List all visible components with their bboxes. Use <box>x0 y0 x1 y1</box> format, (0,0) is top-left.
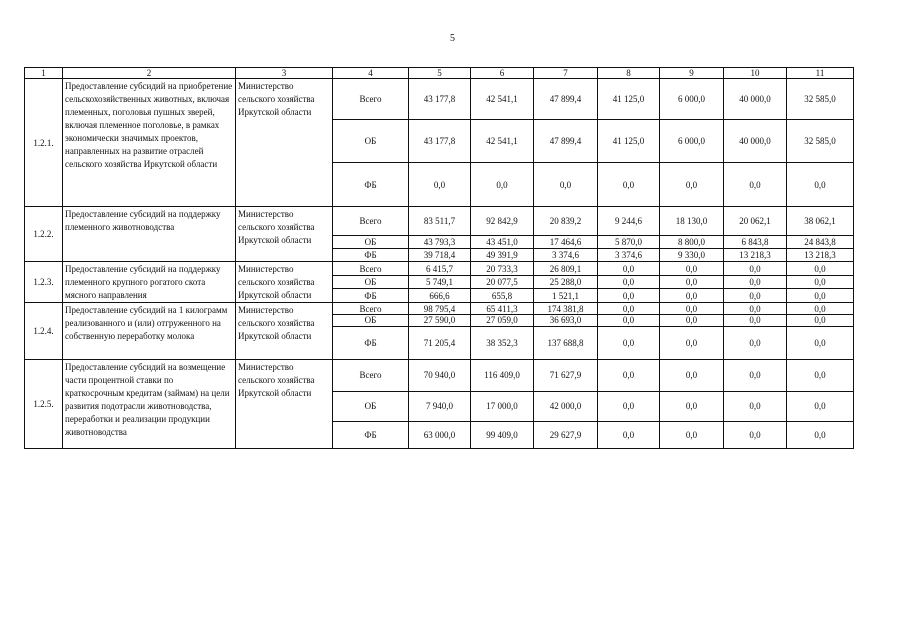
column-number-cell: 8 <box>598 68 660 79</box>
amount-cell: 20 839,2 <box>534 207 598 236</box>
amount-cell: 13 218,3 <box>724 249 787 262</box>
amount-cell: 0,0 <box>660 163 724 207</box>
item-code: 1.2.1. <box>25 79 63 207</box>
amount-cell: 0,0 <box>724 421 787 448</box>
funding-source: ОБ <box>333 315 409 326</box>
amount-cell: 18 130,0 <box>660 207 724 236</box>
amount-cell: 0,0 <box>724 276 787 289</box>
amount-cell: 0,0 <box>598 359 660 391</box>
amount-cell: 32 585,0 <box>787 120 854 163</box>
column-number-cell: 1 <box>25 68 63 79</box>
table-row <box>25 262 854 276</box>
amount-cell: 0,0 <box>787 421 854 448</box>
funding-source: Всего <box>333 262 409 276</box>
amount-cell: 0,0 <box>787 163 854 207</box>
amount-cell: 666,6 <box>409 289 471 303</box>
amount-cell: 5 749,1 <box>409 276 471 289</box>
amount-cell: 42 000,0 <box>534 391 598 421</box>
amount-cell: 0,0 <box>724 163 787 207</box>
amount-cell: 5 870,0 <box>598 236 660 249</box>
amount-cell: 8 800,0 <box>660 236 724 249</box>
table-row <box>25 79 854 120</box>
amount-cell: 17 464,6 <box>534 236 598 249</box>
column-number-row <box>25 68 854 79</box>
amount-cell: 0,0 <box>787 289 854 303</box>
funding-source: ФБ <box>333 421 409 448</box>
amount-cell: 27 059,0 <box>471 315 534 326</box>
amount-cell: 39 718,4 <box>409 249 471 262</box>
item-executor: Министерство сельского хозяйства Иркутской области <box>236 262 333 303</box>
table-row <box>25 359 854 391</box>
column-number-cell: 5 <box>409 68 471 79</box>
amount-cell: 32 585,0 <box>787 79 854 120</box>
amount-cell: 7 940,0 <box>409 391 471 421</box>
amount-cell: 116 409,0 <box>471 359 534 391</box>
amount-cell: 25 288,0 <box>534 276 598 289</box>
column-number-cell: 2 <box>63 68 236 79</box>
item-executor: Министерство сельского хозяйства Иркутской области <box>236 359 333 448</box>
amount-cell: 0,0 <box>409 163 471 207</box>
item-code: 1.2.4. <box>25 303 63 359</box>
amount-cell: 0,0 <box>598 303 660 315</box>
amount-cell: 43 451,0 <box>471 236 534 249</box>
amount-cell: 83 511,7 <box>409 207 471 236</box>
amount-cell: 0,0 <box>598 315 660 326</box>
amount-cell: 26 809,1 <box>534 262 598 276</box>
amount-cell: 0,0 <box>724 262 787 276</box>
item-name: Предоставление субсидий на возмещение части процентной ставки по краткосрочным кредитам (займам) на цели развития подотрасли животноводства, переработки и реализации продукции животноводства <box>63 359 236 448</box>
amount-cell: 0,0 <box>660 289 724 303</box>
column-number-cell: 7 <box>534 68 598 79</box>
amount-cell: 0,0 <box>598 276 660 289</box>
amount-cell: 40 000,0 <box>724 120 787 163</box>
table-row <box>25 207 854 236</box>
amount-cell: 0,0 <box>598 163 660 207</box>
budget-table <box>24 67 854 449</box>
item-code: 1.2.5. <box>25 359 63 448</box>
funding-source: Всего <box>333 303 409 315</box>
amount-cell: 42 541,1 <box>471 79 534 120</box>
amount-cell: 0,0 <box>724 315 787 326</box>
funding-source: Всего <box>333 79 409 120</box>
amount-cell: 0,0 <box>724 289 787 303</box>
amount-cell: 3 374,6 <box>598 249 660 262</box>
amount-cell: 43 793,3 <box>409 236 471 249</box>
item-executor: Министерство сельского хозяйства Иркутской области <box>236 303 333 359</box>
amount-cell: 0,0 <box>660 276 724 289</box>
funding-source: ОБ <box>333 236 409 249</box>
amount-cell: 20 077,5 <box>471 276 534 289</box>
amount-cell: 92 842,9 <box>471 207 534 236</box>
funding-source: ОБ <box>333 391 409 421</box>
amount-cell: 43 177,8 <box>409 120 471 163</box>
amount-cell: 71 627,9 <box>534 359 598 391</box>
amount-cell: 174 381,8 <box>534 303 598 315</box>
amount-cell: 24 843,8 <box>787 236 854 249</box>
amount-cell: 0,0 <box>660 391 724 421</box>
amount-cell: 0,0 <box>471 163 534 207</box>
amount-cell: 6 415,7 <box>409 262 471 276</box>
funding-source: ОБ <box>333 120 409 163</box>
amount-cell: 0,0 <box>787 315 854 326</box>
amount-cell: 137 688,8 <box>534 326 598 359</box>
page-number: 5 <box>450 33 455 44</box>
amount-cell: 40 000,0 <box>724 79 787 120</box>
amount-cell: 0,0 <box>787 391 854 421</box>
column-number-cell: 9 <box>660 68 724 79</box>
amount-cell: 17 000,0 <box>471 391 534 421</box>
amount-cell: 9 330,0 <box>660 249 724 262</box>
amount-cell: 1 521,1 <box>534 289 598 303</box>
amount-cell: 0,0 <box>598 421 660 448</box>
amount-cell: 0,0 <box>787 326 854 359</box>
amount-cell: 0,0 <box>724 326 787 359</box>
item-executor: Министерство сельского хозяйства Иркутской области <box>236 79 333 207</box>
amount-cell: 41 125,0 <box>598 79 660 120</box>
amount-cell: 47 899,4 <box>534 120 598 163</box>
amount-cell: 43 177,8 <box>409 79 471 120</box>
amount-cell: 38 352,3 <box>471 326 534 359</box>
amount-cell: 36 693,0 <box>534 315 598 326</box>
amount-cell: 0,0 <box>660 303 724 315</box>
amount-cell: 20 062,1 <box>724 207 787 236</box>
amount-cell: 63 000,0 <box>409 421 471 448</box>
amount-cell: 70 940,0 <box>409 359 471 391</box>
column-number-cell: 11 <box>787 68 854 79</box>
amount-cell: 0,0 <box>724 303 787 315</box>
amount-cell: 6 000,0 <box>660 79 724 120</box>
amount-cell: 38 062,1 <box>787 207 854 236</box>
item-name: Предоставление субсидий на приобретение сельскохозяйственных животных, включая племенных, поголовья пушных зверей, включая племенное поголовье, в рамках экономически значимых проектов, направленных на развитие отраслей сельского хозяйства Иркутской области <box>63 79 236 207</box>
item-name: Предоставление субсидий на поддержку племенного крупного рогатого скота мясного направления <box>63 262 236 303</box>
item-code: 1.2.3. <box>25 262 63 303</box>
amount-cell: 0,0 <box>787 276 854 289</box>
amount-cell: 71 205,4 <box>409 326 471 359</box>
amount-cell: 6 000,0 <box>660 120 724 163</box>
funding-source: ФБ <box>333 326 409 359</box>
item-name: Предоставление субсидий на поддержку племенного животноводства <box>63 207 236 262</box>
amount-cell: 0,0 <box>660 359 724 391</box>
amount-cell: 29 627,9 <box>534 421 598 448</box>
amount-cell: 6 843,8 <box>724 236 787 249</box>
funding-source: Всего <box>333 207 409 236</box>
amount-cell: 20 733,3 <box>471 262 534 276</box>
funding-source: Всего <box>333 359 409 391</box>
amount-cell: 0,0 <box>598 326 660 359</box>
amount-cell: 13 218,3 <box>787 249 854 262</box>
amount-cell: 98 795,4 <box>409 303 471 315</box>
amount-cell: 41 125,0 <box>598 120 660 163</box>
amount-cell: 47 899,4 <box>534 79 598 120</box>
column-number-cell: 6 <box>471 68 534 79</box>
amount-cell: 0,0 <box>724 391 787 421</box>
table-row <box>25 303 854 315</box>
amount-cell: 65 411,3 <box>471 303 534 315</box>
amount-cell: 0,0 <box>598 289 660 303</box>
amount-cell: 0,0 <box>598 391 660 421</box>
amount-cell: 655,8 <box>471 289 534 303</box>
amount-cell: 0,0 <box>660 262 724 276</box>
amount-cell: 3 374,6 <box>534 249 598 262</box>
amount-cell: 0,0 <box>660 421 724 448</box>
funding-source: ФБ <box>333 289 409 303</box>
amount-cell: 0,0 <box>724 359 787 391</box>
column-number-cell: 4 <box>333 68 409 79</box>
amount-cell: 0,0 <box>787 303 854 315</box>
funding-source: ФБ <box>333 249 409 262</box>
amount-cell: 0,0 <box>787 359 854 391</box>
column-number-cell: 10 <box>724 68 787 79</box>
amount-cell: 99 409,0 <box>471 421 534 448</box>
item-code: 1.2.2. <box>25 207 63 262</box>
funding-source: ФБ <box>333 163 409 207</box>
amount-cell: 0,0 <box>598 262 660 276</box>
amount-cell: 9 244,6 <box>598 207 660 236</box>
amount-cell: 0,0 <box>660 326 724 359</box>
table-body <box>25 68 854 449</box>
amount-cell: 27 590,0 <box>409 315 471 326</box>
column-number-cell: 3 <box>236 68 333 79</box>
funding-source: ОБ <box>333 276 409 289</box>
amount-cell: 49 391,9 <box>471 249 534 262</box>
amount-cell: 42 541,1 <box>471 120 534 163</box>
amount-cell: 0,0 <box>534 163 598 207</box>
amount-cell: 0,0 <box>660 315 724 326</box>
item-executor: Министерство сельского хозяйства Иркутской области <box>236 207 333 262</box>
amount-cell: 0,0 <box>787 262 854 276</box>
item-name: Предоставление субсидий на 1 килограмм реализованного и (или) отгруженного на собственную переработку молока <box>63 303 236 359</box>
